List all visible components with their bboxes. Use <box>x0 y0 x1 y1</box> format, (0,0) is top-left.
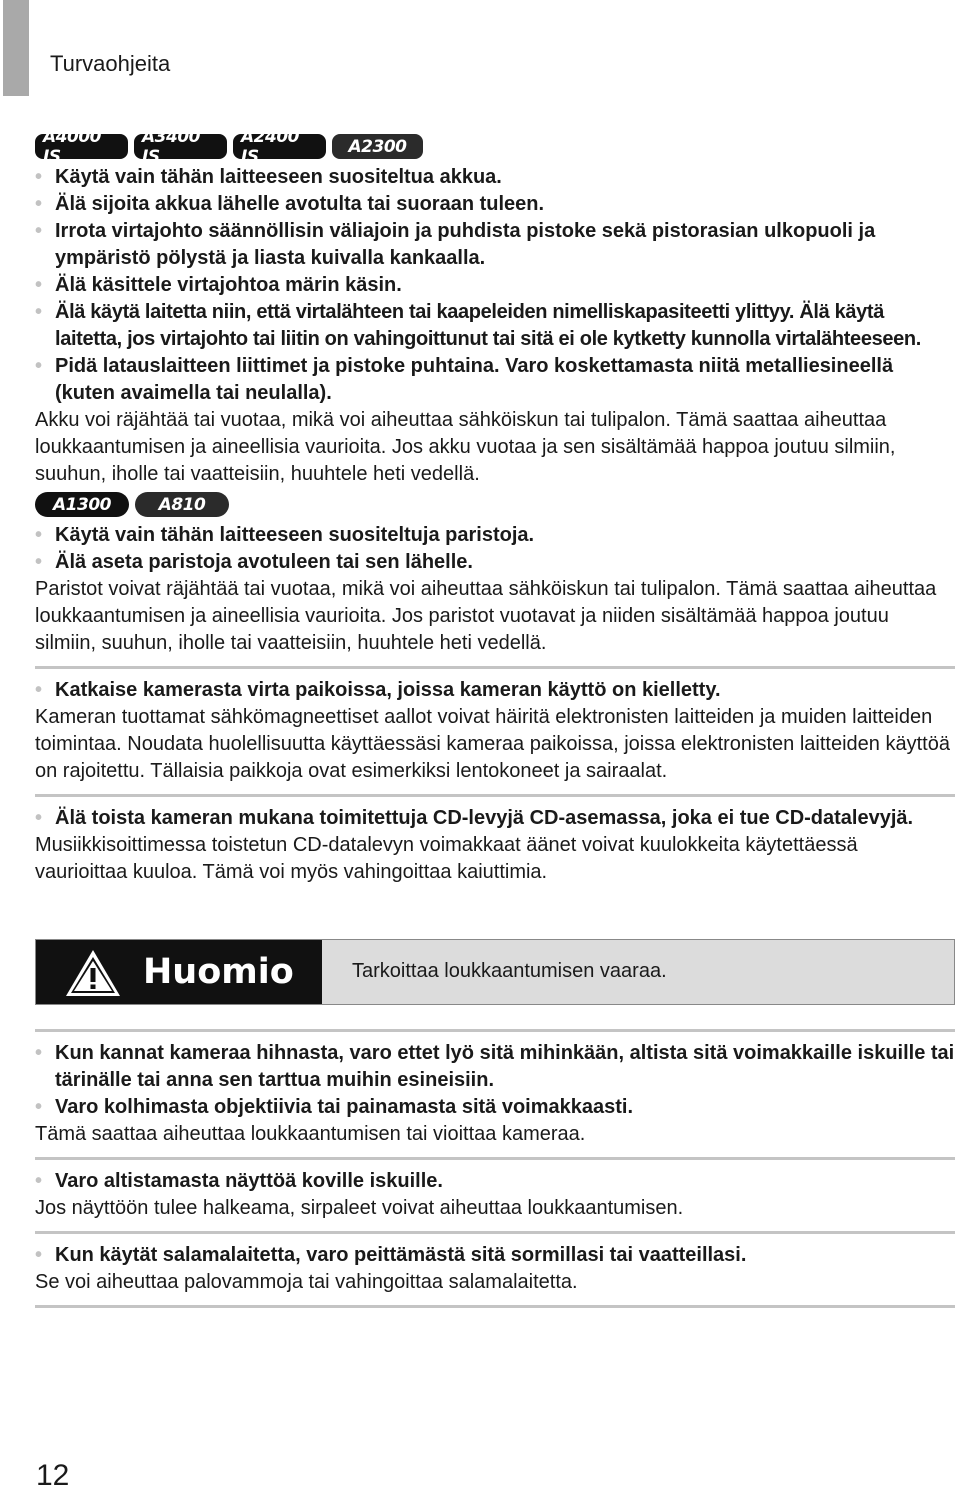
warning-item: • Älä sijoita akkua lähelle avotulta tai suoraan tuleen. <box>35 191 955 218</box>
caution-description: Tarkoittaa loukkaantumisen vaaraa. <box>352 960 667 982</box>
warning-item: • Kun käytät salamalaitetta, varo peittämästä sitä sormillasi tai vaatteillasi. <box>35 1242 955 1269</box>
page-title: Turvaohjeita <box>50 51 171 76</box>
warning-explanation: Se voi aiheuttaa palovammoja tai vahingoittaa salamalaitetta. <box>35 1271 578 1293</box>
section-divider <box>35 1029 955 1032</box>
model-badge: A2400 IS <box>233 134 326 159</box>
warning-item: • Varo kolhimasta objektiivia tai painamasta sitä voimakkaasti. <box>35 1094 955 1121</box>
section-divider <box>35 1305 955 1308</box>
warning-item: • Älä toista kameran mukana toimitettuja CD-levyjä CD-asemassa, joka ei tue CD-datalevyjä. <box>35 805 955 832</box>
caution-label-box <box>36 940 322 1004</box>
warning-explanation: Musiikkisoittimessa toistetun CD-datalevyn voimakkaat äänet voivat kuulokkeita käytettäessä vaurioittaa kuuloa. Tämä voi myös vahingoittaa kaiuttimia. <box>35 834 858 883</box>
section-divider <box>35 1231 955 1234</box>
bullet-icon: • <box>35 679 43 701</box>
section-divider <box>35 666 955 669</box>
warning-item: • Katkaise kamerasta virta paikoissa, joissa kameran käyttö on kielletty. <box>35 677 955 704</box>
model-badge: A2300 <box>332 134 423 159</box>
bullet-icon: • <box>35 166 43 188</box>
main-content <box>35 126 955 1316</box>
bullet-icon: • <box>35 274 43 296</box>
warning-item: • Älä aseta paristoja avotuleen tai sen lähelle. <box>35 549 955 576</box>
bullet-icon: • <box>35 355 43 377</box>
page-number: 12 <box>36 1459 70 1492</box>
warning-item: • Käytä vain tähän laitteeseen suositeltuja paristoja. <box>35 522 955 549</box>
model-badges-battery <box>35 126 955 167</box>
warning-item: • Pidä latauslaitteen liittimet ja pistoke puhtaina. Varo koskettamasta niitä metalliesineellä (kuten avaimella tai neulalla). <box>35 355 894 404</box>
bullet-icon: • <box>35 1042 43 1064</box>
bullet-icon: • <box>35 1096 43 1118</box>
warning-item: • Käytä vain tähän laitteeseen suositeltua akkua. <box>35 164 955 191</box>
warning-explanation: Kameran tuottamat sähkömagneettiset aallot voivat häiritä elektronisten laitteiden ja muiden laitteiden toimintaa. Noudata huolellisuutta käyttäessäsi kameraa paikoissa, joissa elektronisten laitteiden käyttöä on rajoitettu. Tällaisia paikkoja ovat esimerkiksi lentokoneet ja sairaalat. <box>35 706 950 782</box>
bullet-icon: • <box>35 1170 43 1192</box>
section-divider <box>35 794 955 797</box>
section-divider <box>35 1157 955 1160</box>
bullet-icon: • <box>35 220 43 242</box>
warning-item: • Älä käsittele virtajohtoa märin käsin. <box>35 272 955 299</box>
warning-explanation: Akku voi räjähtää tai vuotaa, mikä voi aiheuttaa sähköiskun tai tulipalon. Tämä saattaa aiheuttaa loukkaantumisen ja aineellisia vaurioita. Jos akku vuotaa ja sen sisältämää happoa joutuu silmiin, suuhun, iholle tai vaatteisiin, huuhtele heti vedellä. <box>35 409 896 485</box>
model-badge: A1300 <box>35 492 129 517</box>
warning-explanation: Jos näyttöön tulee halkeama, sirpaleet voivat aiheuttaa loukkaantumisen. <box>35 1197 684 1219</box>
warning-item: • Älä käytä laitetta niin, että virtalähteen tai kaapeleiden nimelliskapasiteetti ylittyy. Älä käytä laitetta, jos virtajohto tai liitin on vahingoittunut tai sitä ei ole kytketty kunnolla virtalähteeseen. <box>35 301 921 350</box>
bullet-icon: • <box>35 524 43 546</box>
model-badges-batteries <box>35 490 955 519</box>
warning-explanation: Paristot voivat räjähtää tai vuotaa, mikä voi aiheuttaa sähköiskun tai tulipalon. Tämä saattaa aiheuttaa loukkaantumisen ja aineellisia vaurioita. Jos paristot vuotavat ja niiden sisältämää happoa joutuu silmiin, suuhun, iholle tai vaatteisiin, huuhtele heti vedellä. <box>35 578 937 654</box>
caution-label: Huomio <box>143 952 294 992</box>
warning-item: • Kun kannat kameraa hihnasta, varo ettet lyö sitä mihinkään, altista sitä voimakkaille iskuille tai tärinälle tai anna sen tarttua muihin esineisiin. <box>35 1042 955 1091</box>
header-accent-bar <box>3 0 29 96</box>
bullet-icon: • <box>35 807 43 829</box>
bullet-icon: • <box>35 1244 43 1266</box>
caution-banner <box>35 939 955 1005</box>
model-badge: A810 <box>135 492 229 517</box>
warning-item: • Varo altistamasta näyttöä koville iskuille. <box>35 1168 955 1195</box>
warning-item: • Irrota virtajohto säännöllisin väliajoin ja puhdista pistoke sekä pistorasian ulkopuoli ja ympäristö pölystä ja liasta kuivalla kankaalla. <box>35 220 876 269</box>
bullet-icon: • <box>35 193 43 215</box>
model-badge: A3400 IS <box>134 134 227 159</box>
bullet-icon: • <box>35 301 42 323</box>
bullet-icon: • <box>35 551 43 573</box>
model-badge: A4000 IS <box>35 134 128 159</box>
warning-triangle-icon <box>64 948 122 998</box>
warning-explanation: Tämä saattaa aiheuttaa loukkaantumisen tai vioittaa kameraa. <box>35 1123 586 1145</box>
